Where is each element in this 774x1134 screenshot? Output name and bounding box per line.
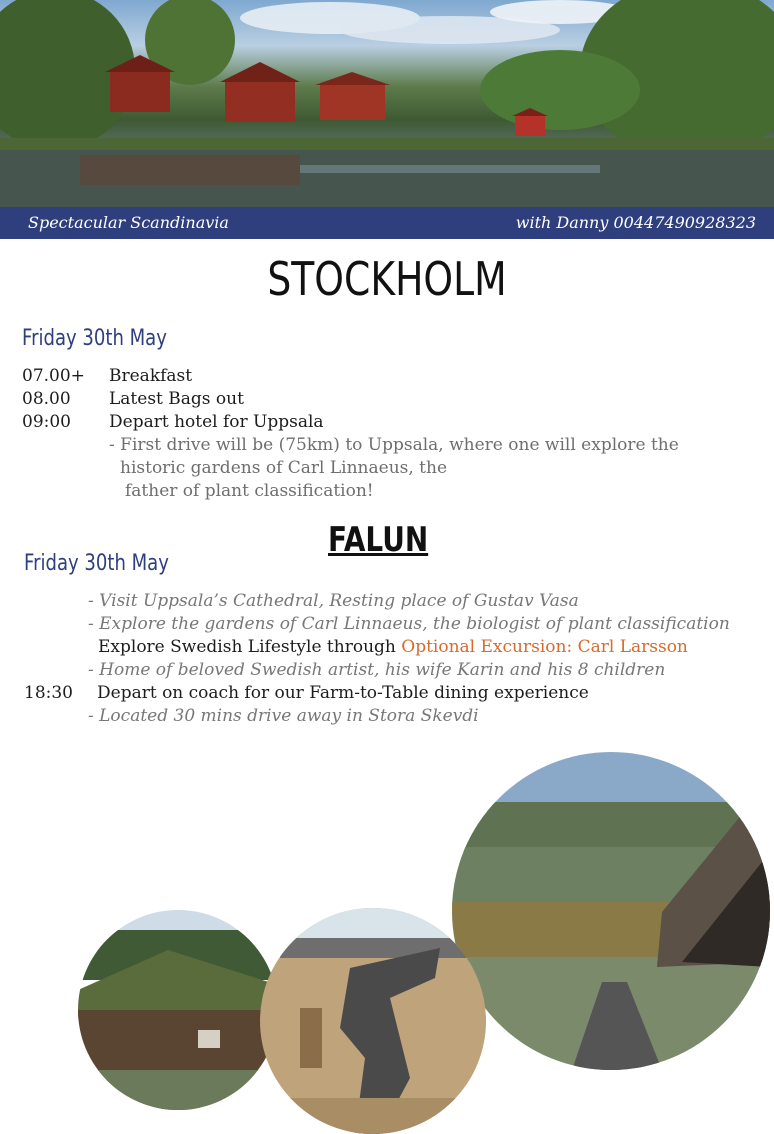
falun-lifestyle-line (98, 637, 688, 657)
falun-note-line: - Visit Uppsala’s Cathedral, Resting place of Gustav Vasa (88, 591, 579, 611)
header-banner (0, 207, 774, 239)
itinerary-activity: Breakfast (109, 366, 193, 386)
itinerary-time: 07.00+ (22, 366, 85, 386)
drive-note-line: father of plant classification! (125, 481, 374, 501)
drive-note-line: historic gardens of Carl Linnaeus, the (120, 458, 448, 478)
tour-name: Spectacular Scandinavia (28, 213, 229, 232)
optional-excursion-label: Optional Excursion: Carl Larsson (401, 637, 688, 657)
section-title-falun: FALUN (328, 520, 429, 560)
itinerary-activity: Latest Bags out (109, 389, 244, 409)
photo-ski-jump-view (452, 752, 770, 1070)
falun-note-line: - Home of beloved Swedish artist, his wife Karin and his 8 children (88, 660, 666, 680)
day-heading-falun: Friday 30th May (24, 551, 169, 576)
photo-wooden-cabin (78, 910, 278, 1110)
photo-statue-building (260, 908, 486, 1134)
itinerary-activity: Depart hotel for Uppsala (109, 412, 324, 432)
hero-photo-lake-village (0, 0, 774, 207)
falun-note-line: - Located 30 mins drive away in Stora Skevdi (88, 706, 479, 726)
falun-note-line: - Explore the gardens of Carl Linnaeus, the biologist of plant classification (88, 614, 730, 634)
itinerary-time: 09:00 (22, 412, 71, 432)
section-title-stockholm: STOCKHOLM (267, 252, 507, 306)
drive-note-line: - First drive will be (75km) to Uppsala, where one will explore the (109, 435, 679, 455)
itinerary-time: 18:30 (24, 683, 73, 703)
day-heading-stockholm: Friday 30th May (22, 326, 167, 351)
falun-lifestyle-text: Explore Swedish Lifestyle through (98, 637, 402, 657)
itinerary-time: 08.00 (22, 389, 71, 409)
itinerary-activity: Depart on coach for our Farm-to-Table dining experience (97, 683, 589, 703)
guide-contact: with Danny 00447490928323 (515, 213, 756, 232)
